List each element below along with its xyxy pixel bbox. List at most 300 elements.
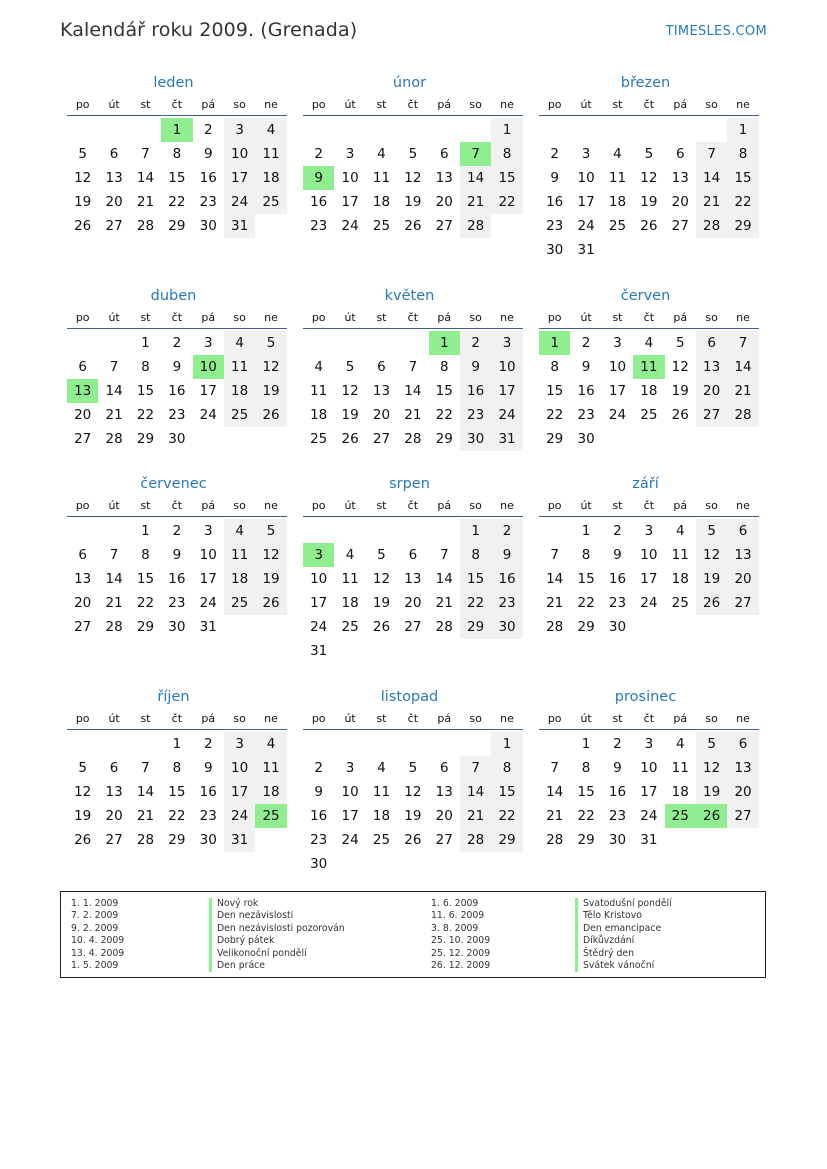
empty-cell xyxy=(303,519,334,543)
day-cell: 12 xyxy=(671,359,689,375)
day-cell: 24 xyxy=(310,619,328,635)
day-cell: 22 xyxy=(491,804,522,828)
day-cell: 3 xyxy=(224,732,255,756)
day-cell: 30 xyxy=(546,242,564,258)
day-cell: 7 xyxy=(550,760,559,776)
weekday-label: so xyxy=(705,97,718,111)
day-cell: 28 xyxy=(404,431,422,447)
day-cell: 28 xyxy=(460,828,491,852)
day-cell: 17 xyxy=(224,166,255,190)
day-cell: 5 xyxy=(696,732,727,756)
empty-cell xyxy=(460,118,491,142)
weekday-label: st xyxy=(376,711,387,725)
month-květen xyxy=(296,286,516,451)
day-cell: 29 xyxy=(577,832,595,848)
day-cell: 7 xyxy=(408,359,418,375)
day-cell: 3 xyxy=(613,335,622,351)
weekday-label: po xyxy=(547,310,562,324)
weekday-label: pá xyxy=(673,498,688,512)
day-cell: 19 xyxy=(696,780,727,804)
legend-dates-left xyxy=(71,898,124,972)
weekday-label: so xyxy=(469,498,482,512)
day-cell: 16 xyxy=(546,194,564,210)
day-cell: 12 xyxy=(341,383,359,399)
day-cell: 1 xyxy=(141,523,150,539)
day-cell: 8 xyxy=(550,359,559,375)
day-cell: 8 xyxy=(460,543,491,567)
day-cell: 5 xyxy=(408,146,418,162)
day-cell: 23 xyxy=(460,403,491,427)
day-cell: 9 xyxy=(314,784,323,800)
day-cell: 21 xyxy=(460,190,491,214)
day-cell: 30 xyxy=(577,431,595,447)
day-cell: 7 xyxy=(439,547,449,563)
day-cell: 2 xyxy=(460,331,491,355)
day-cell: 30 xyxy=(608,619,627,635)
day-cell: 18 xyxy=(608,194,627,210)
day-cell: 25 xyxy=(640,407,658,423)
day-cell: 3 xyxy=(491,331,522,355)
day-cell: 14 xyxy=(105,571,123,587)
weekday-label: ne xyxy=(736,498,750,512)
legend-names-right xyxy=(575,898,672,972)
day-cell: 9 xyxy=(172,359,182,375)
day-cell: 19 xyxy=(372,595,391,611)
legend-date: 26. 12. 2009 xyxy=(431,959,491,971)
day-cell: 21 xyxy=(136,194,155,210)
day-cell: 22 xyxy=(491,190,522,214)
weekday-label: ne xyxy=(736,310,750,324)
legend-date: 13. 4. 2009 xyxy=(71,947,125,959)
day-cell: 2 xyxy=(613,523,622,539)
weekday-label: so xyxy=(469,310,482,324)
weekday-header xyxy=(67,93,280,115)
day-cell: 22 xyxy=(168,194,186,210)
day-cell: 12 xyxy=(640,170,658,186)
day-cell: 30 xyxy=(460,427,491,451)
day-cell: 24 xyxy=(341,832,359,848)
day-cell: 25 xyxy=(310,431,328,447)
legend-holiday-name: Díkůvzdání xyxy=(575,935,672,947)
day-cell: 19 xyxy=(255,379,286,403)
weekday-label: so xyxy=(233,310,246,324)
day-cell: 10 xyxy=(640,760,658,776)
month-name: září xyxy=(632,476,659,492)
weekday-label: ne xyxy=(500,711,514,725)
day-cell: 24 xyxy=(199,595,217,611)
month-name: srpen xyxy=(389,476,430,492)
empty-cell xyxy=(539,732,570,756)
day-cell: 27 xyxy=(372,431,391,447)
day-cell: 11 xyxy=(608,170,627,186)
day-cell: 27 xyxy=(74,619,92,635)
day-cell: 8 xyxy=(172,146,182,162)
weekday-label: st xyxy=(140,711,151,725)
day-cell: 30 xyxy=(608,832,627,848)
weekday-label: st xyxy=(612,97,623,111)
weekday-header xyxy=(303,494,516,516)
legend-holiday-name: Den práce xyxy=(209,960,345,972)
weekday-label: ne xyxy=(500,97,514,111)
weekday-label: ne xyxy=(264,97,278,111)
weekday-label: po xyxy=(547,711,562,725)
weekday-header xyxy=(67,494,280,516)
weekday-header xyxy=(539,93,752,115)
day-cell: 8 xyxy=(491,756,522,780)
weekday-label: po xyxy=(311,97,326,111)
day-cell: 7 xyxy=(141,146,150,162)
day-cell: 15 xyxy=(491,166,522,190)
weekday-label: st xyxy=(612,498,623,512)
empty-cell xyxy=(696,118,727,142)
day-cell: 17 xyxy=(224,780,255,804)
day-cell: 3 xyxy=(644,523,654,539)
day-cell: 10 xyxy=(224,142,255,166)
legend-date: 3. 8. 2009 xyxy=(431,922,479,934)
weekday-label: pá xyxy=(673,97,688,111)
day-cell: 26 xyxy=(372,619,391,635)
day-cell: 30 xyxy=(168,619,186,635)
legend-date: 1. 5. 2009 xyxy=(71,959,119,971)
day-cell: 27 xyxy=(696,403,727,427)
empty-cell xyxy=(602,118,633,142)
weekday-header xyxy=(303,707,516,729)
day-cell: 19 xyxy=(341,407,359,423)
page-title: Kalendář roku 2009. (Grenada) xyxy=(60,19,358,41)
weekday-label: so xyxy=(233,711,246,725)
day-grid xyxy=(67,328,287,451)
weekday-label: čt xyxy=(171,310,183,324)
day-cell: 5 xyxy=(696,519,727,543)
weekday-label: pá xyxy=(437,498,452,512)
day-cell: 28 xyxy=(136,832,155,848)
day-cell: 8 xyxy=(581,547,591,563)
day-cell: 30 xyxy=(199,218,217,234)
day-cell: 28 xyxy=(105,431,123,447)
day-cell: 20 xyxy=(105,808,123,824)
day-cell: 1 xyxy=(491,732,522,756)
day-cell: 2 xyxy=(203,736,213,752)
day-cell: 12 xyxy=(404,784,422,800)
weekday-label: pá xyxy=(201,310,216,324)
day-cell: 28 xyxy=(136,218,155,234)
day-cell: 23 xyxy=(577,407,595,423)
weekday-label: út xyxy=(108,97,120,111)
day-cell: 26 xyxy=(255,591,286,615)
day-cell: 21 xyxy=(435,595,453,611)
weekday-header xyxy=(539,707,752,729)
day-cell: 9 xyxy=(581,359,591,375)
day-cell: 12 xyxy=(74,170,92,186)
day-cell: 7 xyxy=(109,547,119,563)
legend-date: 1. 1. 2009 xyxy=(71,898,119,909)
day-cell: 7 xyxy=(550,547,559,563)
empty-cell xyxy=(334,519,365,543)
day-cell: 5 xyxy=(644,146,654,162)
month-name: duben xyxy=(150,288,197,304)
day-cell: 2 xyxy=(172,335,182,351)
weekday-label: po xyxy=(75,310,90,324)
brand-link[interactable]: TIMESLES.COM xyxy=(665,24,767,39)
day-cell: 13 xyxy=(404,571,422,587)
month-červen xyxy=(532,286,752,451)
day-cell: 17 xyxy=(341,194,359,210)
day-cell: 3 xyxy=(644,736,654,752)
day-cell: 4 xyxy=(675,736,685,752)
weekday-label: so xyxy=(705,711,718,725)
day-cell: 23 xyxy=(491,591,522,615)
legend-holiday-name: Den nezávislosti xyxy=(209,910,345,922)
day-cell: 1 xyxy=(581,736,591,752)
day-cell: 8 xyxy=(172,760,182,776)
day-cell: 14 xyxy=(136,784,155,800)
weekday-label: út xyxy=(580,97,592,111)
day-grid xyxy=(67,115,287,238)
weekday-label: út xyxy=(344,498,356,512)
day-cell: 2 xyxy=(172,523,182,539)
day-cell: 23 xyxy=(199,194,217,210)
day-cell: 23 xyxy=(168,407,186,423)
day-cell: 18 xyxy=(372,808,391,824)
weekday-label: ne xyxy=(500,310,514,324)
day-cell: 29 xyxy=(577,619,595,635)
day-cell: 13 xyxy=(74,571,92,587)
empty-cell xyxy=(397,331,428,355)
day-cell: 4 xyxy=(255,118,286,142)
legend-holiday-name: Velikonoční pondělí xyxy=(209,948,345,960)
weekday-label: čt xyxy=(171,711,183,725)
day-cell: 7 xyxy=(727,331,758,355)
weekday-label: út xyxy=(344,97,356,111)
day-cell: 15 xyxy=(491,780,522,804)
day-cell: 13 xyxy=(696,355,727,379)
day-cell: 15 xyxy=(435,383,453,399)
weekday-label: pá xyxy=(437,711,452,725)
day-cell: 16 xyxy=(199,784,217,800)
weekday-label: ne xyxy=(736,711,750,725)
day-cell: 19 xyxy=(671,383,689,399)
day-cell: 20 xyxy=(671,194,689,210)
day-grid xyxy=(539,328,759,451)
holiday-day-cell: 13 xyxy=(67,379,98,403)
legend-date: 11. 6. 2009 xyxy=(431,910,485,922)
day-cell: 11 xyxy=(372,170,391,186)
day-cell: 22 xyxy=(460,591,491,615)
day-cell: 27 xyxy=(727,804,758,828)
day-cell: 24 xyxy=(640,808,658,824)
day-grid xyxy=(539,516,759,639)
month-duben xyxy=(60,286,280,451)
day-cell: 16 xyxy=(608,784,627,800)
empty-cell xyxy=(429,732,460,756)
day-cell: 18 xyxy=(640,383,658,399)
legend-dates-right xyxy=(431,898,490,972)
day-cell: 27 xyxy=(727,591,758,615)
day-cell: 24 xyxy=(341,218,359,234)
month-listopad xyxy=(296,687,516,876)
day-cell: 6 xyxy=(727,519,758,543)
day-cell: 20 xyxy=(105,194,123,210)
empty-cell xyxy=(67,331,98,355)
day-cell: 30 xyxy=(168,431,186,447)
day-cell: 13 xyxy=(671,170,689,186)
day-grid xyxy=(303,729,523,876)
weekday-label: po xyxy=(75,498,90,512)
day-cell: 12 xyxy=(372,571,391,587)
day-cell: 6 xyxy=(727,732,758,756)
day-cell: 29 xyxy=(491,828,522,852)
day-cell: 26 xyxy=(74,832,92,848)
month-říjen xyxy=(60,687,280,852)
day-cell: 14 xyxy=(105,383,123,399)
empty-cell xyxy=(130,118,161,142)
day-cell: 22 xyxy=(577,808,595,824)
day-cell: 7 xyxy=(109,359,119,375)
month-prosinec xyxy=(532,687,752,852)
day-cell: 4 xyxy=(255,732,286,756)
day-cell: 9 xyxy=(172,547,182,563)
empty-cell xyxy=(98,118,129,142)
day-cell: 14 xyxy=(136,170,155,186)
weekday-label: pá xyxy=(673,310,688,324)
day-cell: 24 xyxy=(640,595,658,611)
day-cell: 7 xyxy=(460,756,491,780)
day-cell: 6 xyxy=(377,359,386,375)
weekday-label: po xyxy=(311,310,326,324)
day-cell: 10 xyxy=(608,359,627,375)
weekday-label: ne xyxy=(264,310,278,324)
weekday-label: st xyxy=(376,498,387,512)
day-cell: 23 xyxy=(310,218,328,234)
day-cell: 23 xyxy=(310,832,328,848)
day-cell: 10 xyxy=(491,355,522,379)
day-cell: 12 xyxy=(255,543,286,567)
day-cell: 23 xyxy=(608,808,627,824)
day-cell: 16 xyxy=(491,567,522,591)
day-cell: 16 xyxy=(460,379,491,403)
empty-cell xyxy=(98,519,129,543)
day-cell: 14 xyxy=(435,571,453,587)
day-cell: 9 xyxy=(203,760,213,776)
holiday-day-cell: 1 xyxy=(161,118,192,142)
day-cell: 18 xyxy=(310,407,328,423)
day-cell: 24 xyxy=(224,190,255,214)
day-cell: 18 xyxy=(341,595,359,611)
empty-cell xyxy=(460,732,491,756)
weekday-label: ne xyxy=(500,498,514,512)
legend-date: 25. 10. 2009 xyxy=(431,935,491,947)
day-cell: 25 xyxy=(372,832,391,848)
day-grid xyxy=(539,729,759,852)
day-cell: 16 xyxy=(199,170,217,186)
weekday-label: st xyxy=(140,310,151,324)
legend-holiday-name: Nový rok xyxy=(209,898,345,910)
weekday-label: so xyxy=(469,97,482,111)
weekday-label: čt xyxy=(407,310,419,324)
month-name: červen xyxy=(620,288,671,304)
day-cell: 10 xyxy=(310,571,328,587)
day-cell: 20 xyxy=(372,407,391,423)
weekday-label: út xyxy=(580,498,592,512)
holiday-day-cell: 25 xyxy=(255,804,286,828)
day-cell: 10 xyxy=(224,756,255,780)
day-cell: 24 xyxy=(608,407,627,423)
day-cell: 26 xyxy=(671,407,689,423)
weekday-label: st xyxy=(140,97,151,111)
empty-cell xyxy=(633,118,664,142)
day-cell: 19 xyxy=(74,194,92,210)
holiday-day-cell: 26 xyxy=(696,804,727,828)
day-cell: 11 xyxy=(255,756,286,780)
day-cell: 28 xyxy=(546,832,564,848)
day-cell: 19 xyxy=(404,194,422,210)
day-cell: 13 xyxy=(372,383,391,399)
weekday-label: út xyxy=(108,310,120,324)
legend-names-left xyxy=(209,898,345,972)
day-grid xyxy=(303,328,523,451)
day-cell: 13 xyxy=(727,756,758,780)
empty-cell xyxy=(334,118,365,142)
empty-cell xyxy=(429,519,460,543)
day-cell: 8 xyxy=(581,760,591,776)
day-cell: 14 xyxy=(696,166,727,190)
weekday-label: út xyxy=(108,498,120,512)
day-cell: 27 xyxy=(671,218,689,234)
day-cell: 22 xyxy=(546,407,564,423)
legend-date: 1. 6. 2009 xyxy=(431,898,479,909)
day-cell: 28 xyxy=(435,619,453,635)
day-grid xyxy=(539,115,759,262)
day-cell: 24 xyxy=(491,403,522,427)
holiday-day-cell: 11 xyxy=(633,355,664,379)
day-cell: 1 xyxy=(727,118,758,142)
day-cell: 29 xyxy=(136,431,155,447)
legend-holiday-name: Štědrý den xyxy=(575,948,672,960)
day-cell: 24 xyxy=(577,218,595,234)
day-cell: 24 xyxy=(224,804,255,828)
holiday-day-cell: 9 xyxy=(303,166,334,190)
day-cell: 6 xyxy=(439,146,449,162)
day-cell: 3 xyxy=(345,760,355,776)
day-cell: 25 xyxy=(341,619,359,635)
day-cell: 16 xyxy=(310,808,328,824)
day-cell: 2 xyxy=(491,519,522,543)
day-cell: 11 xyxy=(310,383,328,399)
day-cell: 20 xyxy=(435,808,453,824)
day-cell: 12 xyxy=(74,784,92,800)
day-cell: 31 xyxy=(640,832,658,848)
day-cell: 14 xyxy=(546,571,564,587)
day-cell: 30 xyxy=(199,832,217,848)
day-cell: 16 xyxy=(310,194,328,210)
weekday-label: út xyxy=(108,711,120,725)
day-cell: 27 xyxy=(404,619,422,635)
day-cell: 17 xyxy=(199,383,217,399)
month-name: březen xyxy=(620,75,671,91)
day-grid xyxy=(67,729,287,852)
day-cell: 22 xyxy=(435,407,453,423)
weekday-label: út xyxy=(580,310,592,324)
day-cell: 9 xyxy=(460,355,491,379)
weekday-label: po xyxy=(547,498,562,512)
day-cell: 20 xyxy=(696,379,727,403)
day-cell: 19 xyxy=(74,808,92,824)
weekday-label: st xyxy=(612,310,623,324)
day-cell: 13 xyxy=(727,543,758,567)
holiday-day-cell: 7 xyxy=(460,142,491,166)
day-cell: 25 xyxy=(372,218,391,234)
day-cell: 31 xyxy=(577,242,595,258)
